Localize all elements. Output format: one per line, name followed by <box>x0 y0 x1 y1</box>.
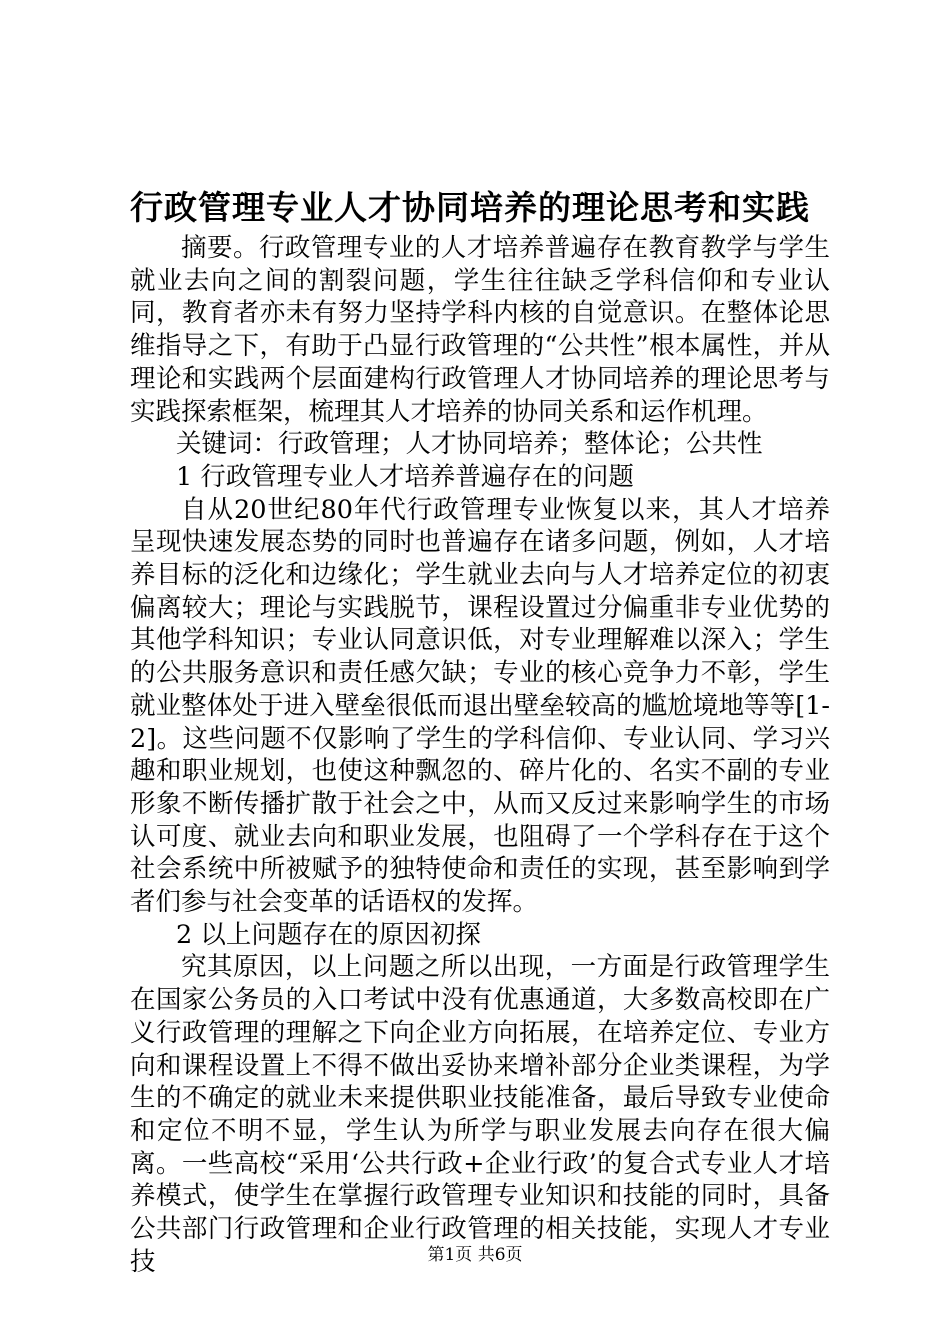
document-title: 行政管理专业人才协同培养的理论思考和实践 <box>130 188 810 227</box>
page-footer: 第1页 共6页 <box>427 1245 523 1265</box>
section-1-heading: 1 行政管理专业人才培养普遍存在的问题 <box>176 461 634 492</box>
abstract-paragraph: 摘要。行政管理专业的人才培养普遍存在教育教学与学生就业去向之间的割裂问题，学生往往缺乏学科信仰和专业认同，教育者亦未有努力坚持学科内核的自觉意识。在整体论思维指导之下，有助于凸显行政管理的“公共性”根本属性，并从理论和实践两个层面建构行政管理人才协同培养的理论思考与实践探索框架，梳理其人才培养的协同关系和运作机理。 <box>130 233 830 427</box>
section-2-paragraph: 究其原因，以上问题之所以出现，一方面是行政管理学生在国家公务员的入口考试中没有优惠通道，大多数高校即在广义行政管理的理解之下向企业方向拓展，在培养定位、专业方向和课程设置上不得不做出妥协来增补部分企业类课程，为学生的不确定的就业未来提供职业技能准备，最后导致专业使命和定位不明不显，学生认为所学与职业发展去向存在很大偏离。一些高校“采用‘公共行政+企业行政’的复合式专业人才培养模式，使学生在掌握行政管理专业知识和技能的同时，具备公共部门行政管理和企业行政管理的相关技能，实现人才专业技 <box>130 952 830 1277</box>
keywords-line: 关键词：行政管理；人才协同培养；整体论；公共性 <box>176 429 763 460</box>
section-2-heading: 2 以上问题存在的原因初探 <box>176 919 481 950</box>
section-1-paragraph: 自从20世纪80年代行政管理专业恢复以来，其人才培养呈现快速发展态势的同时也普遍存在诸多问题，例如，人才培养目标的泛化和边缘化；学生就业去向与人才培养定位的初衷偏离较大；理论与实践脱节，课程设置过分偏重非专业优势的其他学科知识；专业认同意识低，对专业理解难以深入；学生的公共服务意识和责任感欠缺；专业的核心竞争力不彰，学生就业整体处于进入壁垒很低而退出壁垒较高的尴尬境地等等[1-2]。这些问题不仅影响了学生的学科信仰、专业认同、学习兴趣和职业规划，也使这种飘忽的、碎片化的、名实不副的专业形象不断传播扩散于社会之中，从而又反过来影响学生的市场认可度、就业去向和职业发展，也阻碍了一个学科存在于这个社会系统中所被赋予的独特使命和责任的实现，甚至影响到学者们参与社会变革的话语权的发挥。 <box>130 494 830 918</box>
document-body <box>130 232 830 1279</box>
